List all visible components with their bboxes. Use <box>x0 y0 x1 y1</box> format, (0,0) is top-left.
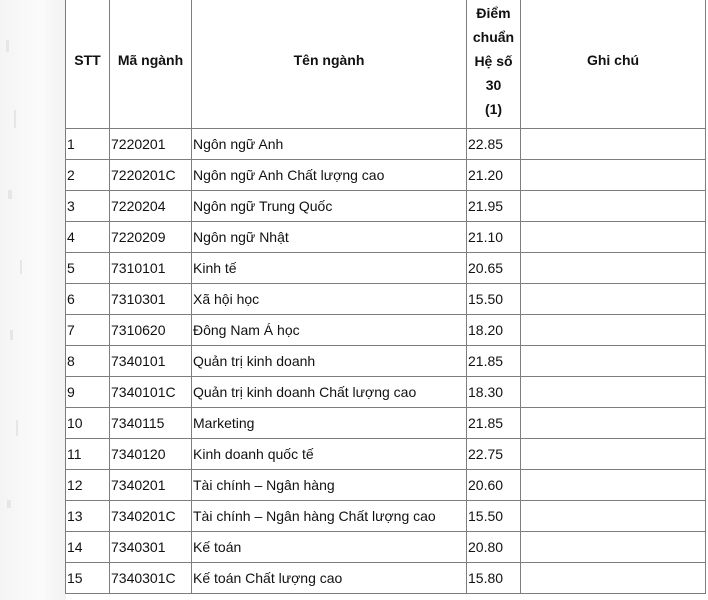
header-name: Tên ngành <box>192 0 467 129</box>
cell-stt: 13 <box>66 501 110 532</box>
header-score-line4: 30 <box>485 77 502 93</box>
table-row <box>66 439 706 470</box>
header-score-line3: Hệ số <box>474 53 513 69</box>
cell-note <box>521 563 706 594</box>
cell-stt: 1 <box>66 129 110 160</box>
cell-stt: 11 <box>66 439 110 470</box>
cell-score: 18.20 <box>467 315 521 346</box>
cell-name: Tài chính – Ngân hàng <box>192 470 467 501</box>
cell-name: Ngôn ngữ Anh Chất lượng cao <box>192 160 467 191</box>
table-header-row <box>66 0 706 129</box>
table-row <box>66 377 706 408</box>
cell-score: 22.75 <box>467 439 521 470</box>
cell-code: 7310101 <box>110 253 192 284</box>
table-row <box>66 563 706 594</box>
cell-note <box>521 129 706 160</box>
cell-code: 7340301C <box>110 563 192 594</box>
table-row <box>66 532 706 563</box>
cell-note <box>521 470 706 501</box>
cell-code: 7310301 <box>110 284 192 315</box>
table-row <box>66 253 706 284</box>
cell-name: Đông Nam Á học <box>192 315 467 346</box>
cell-code: 7310620 <box>110 315 192 346</box>
cell-score: 20.60 <box>467 470 521 501</box>
cell-code: 7220201C <box>110 160 192 191</box>
cell-score: 22.85 <box>467 129 521 160</box>
cell-note <box>521 315 706 346</box>
cell-score: 15.50 <box>467 501 521 532</box>
cell-name: Quản trị kinh doanh Chất lượng cao <box>192 377 467 408</box>
header-score-line1: Điểm <box>476 5 511 21</box>
cell-code: 7340101 <box>110 346 192 377</box>
cell-name: Kinh tế <box>192 253 467 284</box>
cell-stt: 4 <box>66 222 110 253</box>
cell-code: 7340201 <box>110 470 192 501</box>
cell-score: 15.50 <box>467 284 521 315</box>
cell-stt: 15 <box>66 563 110 594</box>
cell-stt: 10 <box>66 408 110 439</box>
table-row <box>66 470 706 501</box>
header-score-line2: chuẩn <box>472 29 515 45</box>
cell-name: Xã hội học <box>192 284 467 315</box>
cell-stt: 5 <box>66 253 110 284</box>
cell-code: 7220204 <box>110 191 192 222</box>
cell-note <box>521 532 706 563</box>
cell-note <box>521 408 706 439</box>
cell-score: 15.80 <box>467 563 521 594</box>
cell-name: Tài chính – Ngân hàng Chất lượng cao <box>192 501 467 532</box>
cell-note <box>521 501 706 532</box>
cell-score: 21.20 <box>467 160 521 191</box>
cell-score: 20.65 <box>467 253 521 284</box>
cell-note <box>521 439 706 470</box>
cell-stt: 6 <box>66 284 110 315</box>
cell-name: Ngôn ngữ Anh <box>192 129 467 160</box>
header-score-line5: (1) <box>484 101 503 117</box>
cell-name: Kế toán Chất lượng cao <box>192 563 467 594</box>
cell-score: 18.30 <box>467 377 521 408</box>
cell-note <box>521 346 706 377</box>
cell-name: Quản trị kinh doanh <box>192 346 467 377</box>
header-note: Ghi chú <box>521 0 706 129</box>
cell-stt: 3 <box>66 191 110 222</box>
cell-note <box>521 253 706 284</box>
table-row <box>66 501 706 532</box>
header-score <box>467 0 521 129</box>
cell-stt: 12 <box>66 470 110 501</box>
cell-name: Kinh doanh quốc tế <box>192 439 467 470</box>
admission-score-table <box>65 0 706 594</box>
cell-code: 7340201C <box>110 501 192 532</box>
page-left-margin <box>0 0 66 600</box>
table-row <box>66 191 706 222</box>
cell-score: 21.85 <box>467 408 521 439</box>
table-row <box>66 346 706 377</box>
cell-code: 7220209 <box>110 222 192 253</box>
table-row <box>66 284 706 315</box>
cell-note <box>521 191 706 222</box>
header-stt: STT <box>66 0 110 129</box>
table-row <box>66 222 706 253</box>
cell-stt: 8 <box>66 346 110 377</box>
cell-code: 7340115 <box>110 408 192 439</box>
table-row <box>66 315 706 346</box>
cell-score: 21.10 <box>467 222 521 253</box>
cell-score: 21.85 <box>467 346 521 377</box>
cell-code: 7340301 <box>110 532 192 563</box>
cell-code: 7220201 <box>110 129 192 160</box>
table-row <box>66 129 706 160</box>
table-row <box>66 408 706 439</box>
cell-code: 7340101C <box>110 377 192 408</box>
cell-score: 21.95 <box>467 191 521 222</box>
cell-stt: 7 <box>66 315 110 346</box>
cell-stt: 14 <box>66 532 110 563</box>
cell-code: 7340120 <box>110 439 192 470</box>
cell-note <box>521 160 706 191</box>
cell-stt: 9 <box>66 377 110 408</box>
cell-note <box>521 284 706 315</box>
header-code: Mã ngành <box>110 0 192 129</box>
cell-score: 20.80 <box>467 532 521 563</box>
table-row <box>66 160 706 191</box>
cell-stt: 2 <box>66 160 110 191</box>
cell-name: Ngôn ngữ Nhật <box>192 222 467 253</box>
cell-note <box>521 222 706 253</box>
cell-name: Marketing <box>192 408 467 439</box>
cell-name: Ngôn ngữ Trung Quốc <box>192 191 467 222</box>
cell-note <box>521 377 706 408</box>
cell-name: Kế toán <box>192 532 467 563</box>
